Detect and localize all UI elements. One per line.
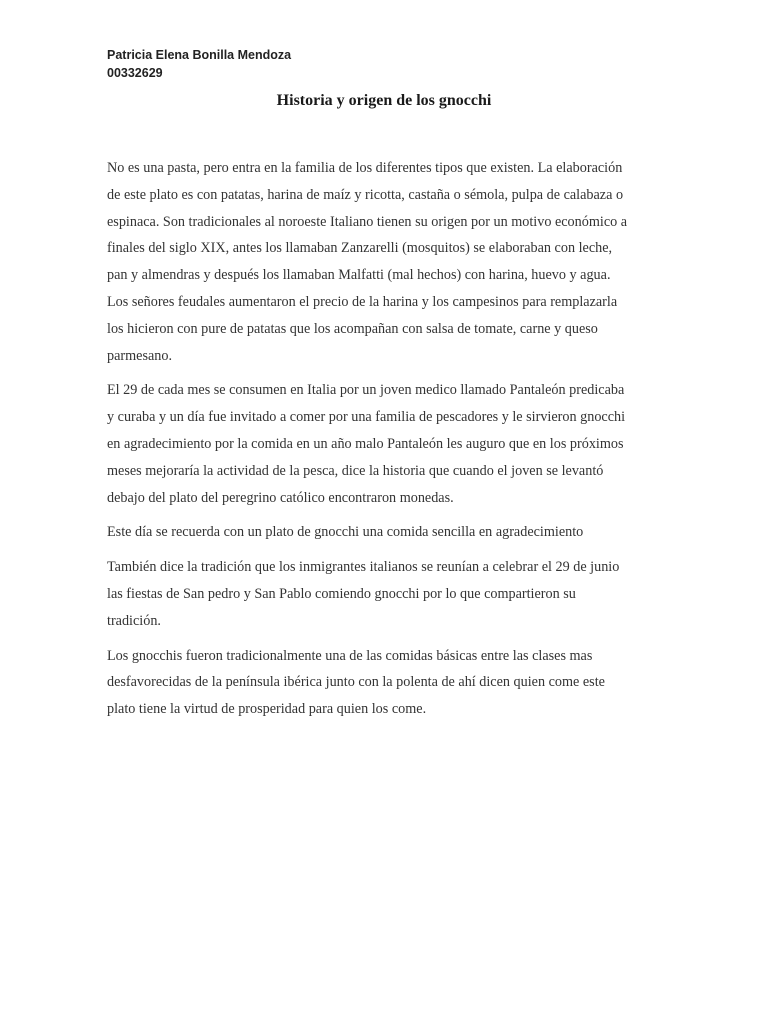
paragraph: [107, 155, 637, 369]
paragraph: [107, 519, 637, 546]
text-line: Este día se recuerda con un plato de gnocchi una comida sencilla en agradecimiento: [107, 524, 584, 541]
paragraph: [107, 643, 637, 723]
text-line: No es una pasta, pero entra en la familia de los diferentes tipos que existen. La elaboración: [107, 160, 623, 176]
text-line: También dice la tradición que los inmigrantes italianos se reunían a celebrar el 29 de junio: [107, 559, 620, 576]
paragraph: [107, 554, 637, 634]
document-title: Historia y origen de los gnocchi: [276, 92, 492, 109]
text-line: meses mejoraría la actividad de la pesca, dice la historia que cuando el joven se levantó: [107, 462, 604, 479]
text-line: parmesano.: [107, 347, 173, 364]
author-id: 00332629: [107, 66, 163, 80]
author-header: [107, 46, 291, 82]
text-line: debajo del plato del peregrino católico encontraron monedas.: [107, 489, 454, 506]
text-line: las fiestas de San pedro y San Pablo comiendo gnocchi por lo que compartieron su: [107, 585, 576, 602]
text-line: tradición.: [107, 612, 161, 629]
document-body: [107, 155, 637, 731]
text-line: pan y almendras y después los llamaban Malfatti (mal hechos) con harina, huevo y agua.: [107, 267, 611, 284]
text-line: espinaca. Son tradicionales al noroeste Italiano tienen su origen por un motivo económico a: [107, 213, 628, 230]
text-line: los hicieron con pure de patatas que los acompañan con salsa de tomate, carne y queso: [107, 320, 598, 337]
text-line: y curaba y un día fue invitado a comer por una familia de pescadores y le sirvieron gnocchi: [107, 409, 626, 426]
text-line: Los señores feudales aumentaron el precio de la harina y los campesinos para remplazarla: [107, 293, 618, 310]
text-line: Los gnocchis fueron tradicionalmente una de las comidas básicas entre las clases mas: [107, 647, 593, 664]
text-line: El 29 de cada mes se consumen en Italia por un joven medico llamado Pantaleón predicaba: [107, 382, 625, 399]
paragraph: [107, 377, 637, 511]
author-name: Patricia Elena Bonilla Mendoza: [107, 48, 292, 62]
text-line: de este plato es con patatas, harina de maíz y ricotta, castaña o sémola, pulpa de calabaza o: [107, 186, 624, 203]
text-line: plato tiene la virtud de prosperidad para quien los come.: [107, 701, 427, 718]
text-line: finales del siglo XIX, antes los llamaban Zanzarelli (mosquitos) se elaboraban con leche,: [107, 240, 613, 257]
text-line: en agradecimiento por la comida en un año malo Pantaleón les auguro que en los próximos: [107, 435, 624, 452]
text-line: desfavorecidas de la península ibérica junto con la polenta de ahí dicen quien come este: [107, 674, 605, 691]
